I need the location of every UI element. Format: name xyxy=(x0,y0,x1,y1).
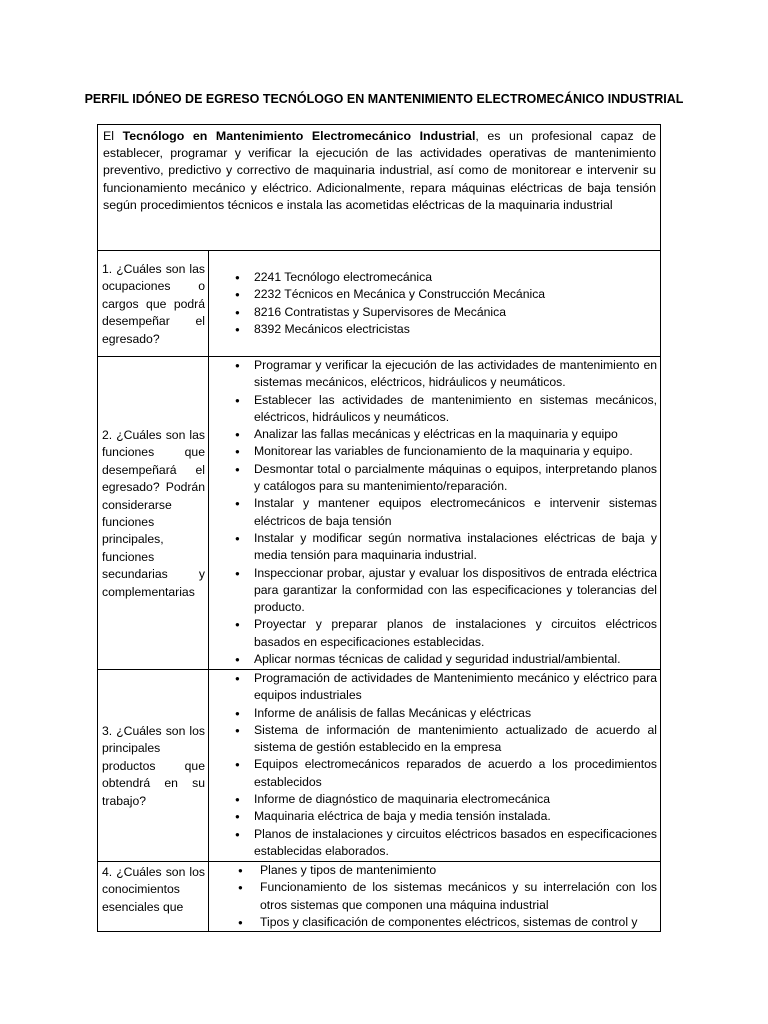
answer-list xyxy=(209,670,657,860)
intro-prefix: El xyxy=(103,129,123,143)
profile-table xyxy=(97,250,661,932)
table-row xyxy=(98,670,661,862)
list-item: ● Inspeccionar probar, ajustar y evaluar los dispositivos de entrada eléctrica para garantizar la conformidad con las especificaciones y tolerancias del producto. xyxy=(209,565,657,617)
list-item: ● 8216 Contratistas y Supervisores de Mecánica xyxy=(209,304,657,321)
list-item: ● Programar y verificar la ejecución de las actividades de mantenimiento en sistemas mecánicos, eléctricos, hidráulicos y neumáticos. xyxy=(209,357,657,392)
list-item: ● Informe de diagnóstico de maquinaria electromecánica xyxy=(209,791,657,808)
answer-cell xyxy=(209,670,661,862)
answer-cell xyxy=(209,862,661,932)
list-item: ● Desmontar total o parcialmente máquinas o equipos, interpretando planos y catálogos para su mantenimiento/reparación. xyxy=(209,461,657,496)
list-item: ● 2241 Tecnólogo electromecánica xyxy=(209,269,657,286)
list-item: ● Equipos electromecánicos reparados de acuerdo a los procedimientos establecidos xyxy=(209,756,657,791)
list-item: ● Monitorear las variables de funcionamiento de la maquinaria y equipo. xyxy=(209,443,657,460)
list-item: ● Sistema de información de mantenimiento actualizado de acuerdo al sistema de gestión establecido en la empresa xyxy=(209,722,657,757)
intro-text: , es un profesional capaz de establecer, programar y verificar la ejecución de las actividades operativas de mantenimiento preventivo, predictivo y correctivo de maquinaria industrial, así como de monitorear e intervenir su funcionamiento mecánico y eléctrico. Adicionalmente, repara máquinas eléctricas de baja tensión según procedimientos técnicos e instala las acometidas eléctricas de la maquinaria industrial xyxy=(103,129,656,212)
answer-list xyxy=(209,357,657,668)
list-item: ● Analizar las fallas mecánicas y eléctricas en la maquinaria y equipo xyxy=(209,426,657,443)
list-item: ● Informe de análisis de fallas Mecánicas y eléctricas xyxy=(209,705,657,722)
table-row xyxy=(98,251,661,357)
list-item: ● Maquinaria eléctrica de baja y media tensión instalada. xyxy=(209,808,657,825)
list-item: ● Aplicar normas técnicas de calidad y seguridad industrial/ambiental. xyxy=(209,651,657,668)
list-item: ● Tipos y clasificación de componentes eléctricos, sistemas de control y xyxy=(209,914,657,931)
list-item: ● Instalar y mantener equipos electromecánicos e intervenir sistemas eléctricos de baja tensión xyxy=(209,495,657,530)
list-item: ● Programación de actividades de Mantenimiento mecánico y eléctrico para equipos industriales xyxy=(209,670,657,705)
question-cell: 1. ¿Cuáles son las ocupaciones o cargos que podrá desempeñar el egresado? xyxy=(98,251,209,357)
list-item: ● Instalar y modificar según normativa instalaciones eléctricas de baja y media tensión para maquinaria industrial. xyxy=(209,530,657,565)
question-cell: 4. ¿Cuáles son los conocimientos esenciales que xyxy=(98,862,209,932)
list-item: ● 2232 Técnicos en Mecánica y Construcción Mecánica xyxy=(209,286,657,303)
answer-list xyxy=(209,862,657,931)
table-row xyxy=(98,357,661,670)
list-item: ● Planos de instalaciones y circuitos eléctricos basados en especificaciones establecidas elaborados. xyxy=(209,826,657,861)
answer-cell xyxy=(209,357,661,670)
answer-cell xyxy=(209,251,661,357)
intro-bold-title: Tecnólogo en Mantenimiento Electromecánico Industrial xyxy=(122,129,476,143)
list-item: ● 8392 Mecánicos electricistas xyxy=(209,321,657,338)
table-row xyxy=(98,862,661,932)
list-item: ● Proyectar y preparar planos de instalaciones y circuitos eléctricos basados en especificaciones establecidas. xyxy=(209,616,657,651)
list-item: ● Planes y tipos de mantenimiento xyxy=(209,862,657,879)
document-title: PERFIL IDÓNEO DE EGRESO TECNÓLOGO EN MANTENIMIENTO ELECTROMECÁNICO INDUSTRIAL xyxy=(84,92,684,106)
list-item: ● Funcionamiento de los sistemas mecánicos y su interrelación con los otros sistemas que componen una máquina industrial xyxy=(209,879,657,914)
question-cell: 3. ¿Cuáles son los principales productos que obtendrá en su trabajo? xyxy=(98,670,209,862)
intro-box xyxy=(97,124,661,251)
list-item: ● Establecer las actividades de mantenimiento en sistemas mecánicos, eléctricos, hidráulicos y neumáticos. xyxy=(209,392,657,427)
question-cell: 2. ¿Cuáles son las funciones que desempeñará el egresado? Podrán considerarse funciones principales, funciones secundarias y complementarias xyxy=(98,357,209,670)
answer-list xyxy=(209,269,657,338)
